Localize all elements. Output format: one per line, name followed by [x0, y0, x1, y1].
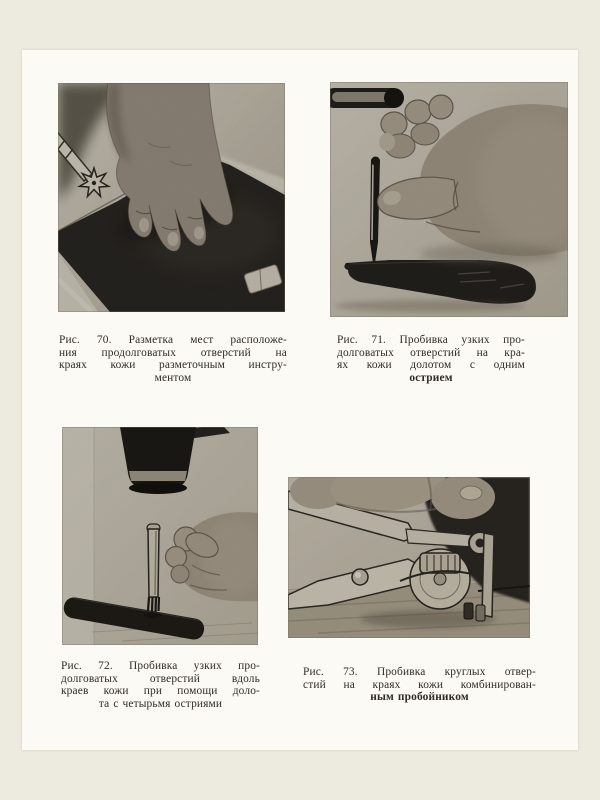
- caption-line: Рис. 72. Пробивка узких про-: [61, 660, 260, 672]
- caption-line: Рис. 73. Пробивка круглых отвер-: [303, 666, 536, 678]
- figure-71-photo: [330, 82, 568, 317]
- caption-line: ным пробойником: [370, 691, 469, 704]
- caption-line: ментом: [154, 372, 192, 385]
- caption-line: долговатых отверстий вдоль: [61, 672, 260, 685]
- figure-70-photo: [58, 83, 285, 312]
- figure-72-photo: [62, 427, 258, 645]
- figure-72-caption: [61, 660, 260, 711]
- caption-line: краев кожи при помощи доло-: [61, 685, 260, 698]
- caption-line: острием: [409, 372, 453, 385]
- figure-73-photo: [288, 477, 530, 638]
- caption-line: стий на краях кожи комбинирован-: [303, 678, 536, 691]
- figure-70-caption: [59, 334, 287, 385]
- figure-71-caption: [337, 334, 525, 385]
- figure-73-caption: [303, 666, 536, 704]
- caption-line: та с четырьмя остриями: [98, 698, 223, 711]
- caption-line: краях кожи разметочным инстру-: [59, 359, 287, 372]
- caption-line: Рис. 70. Разметка мест расположе-: [59, 334, 287, 346]
- caption-line: ния продолговатых отверстий на: [59, 346, 287, 359]
- caption-line: ях кожи долотом с одним: [337, 359, 525, 372]
- caption-line: долговатых отверстий на кра-: [337, 346, 525, 359]
- page-paper: [22, 50, 578, 750]
- caption-line: Рис. 71. Пробивка узких про-: [337, 334, 525, 346]
